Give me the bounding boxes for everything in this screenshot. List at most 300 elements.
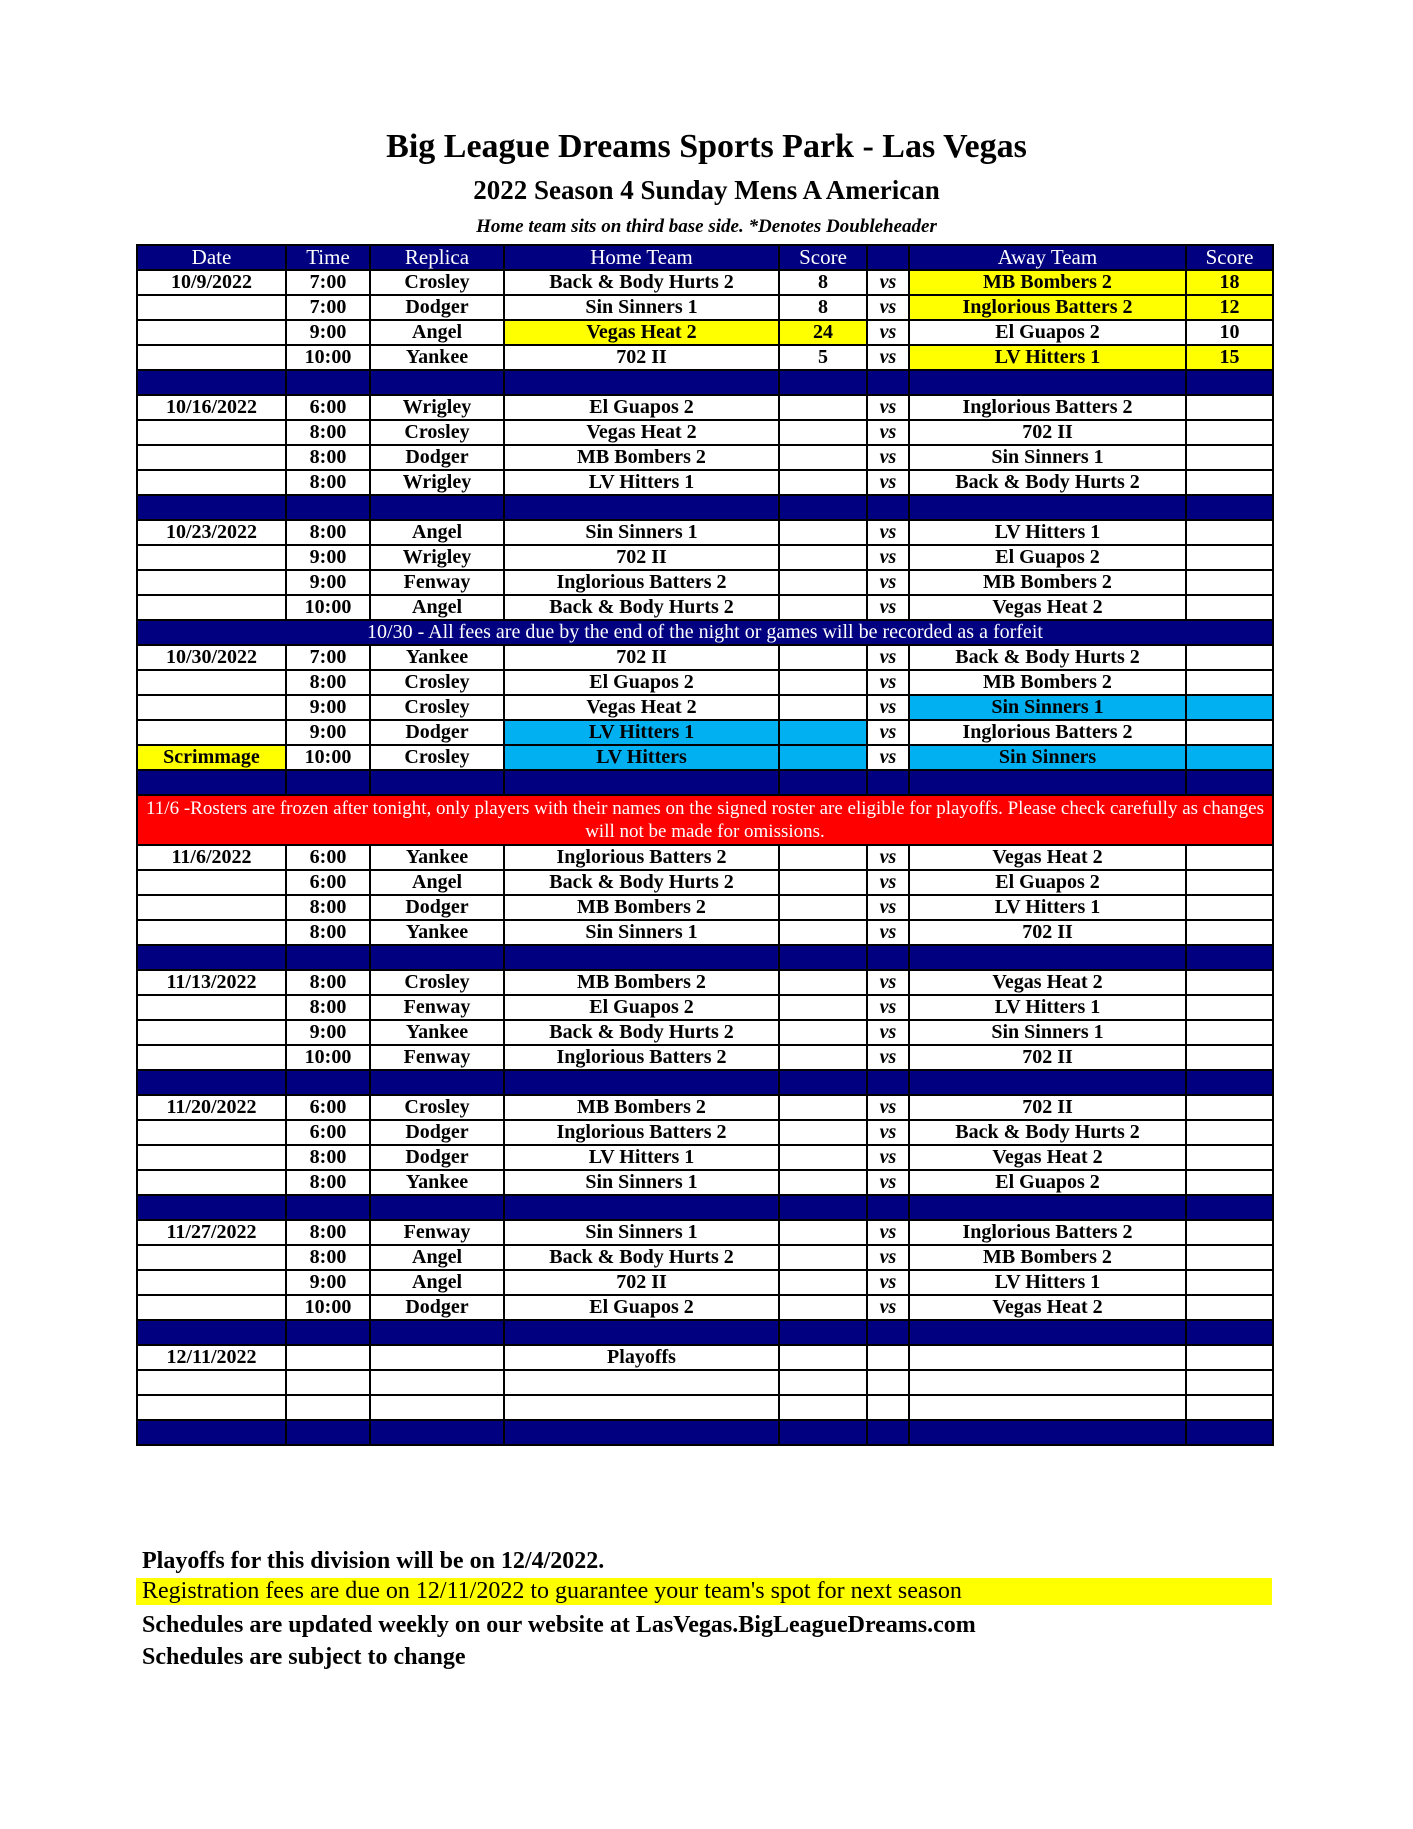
game-row	[137, 595, 1273, 620]
away-score: 18	[1186, 270, 1273, 295]
separator-cell	[137, 1420, 286, 1445]
separator-cell	[909, 770, 1186, 795]
separator-cell	[909, 1420, 1186, 1445]
vs-label: vs	[867, 920, 909, 945]
away-team: MB Bombers 2	[909, 1245, 1186, 1270]
home-team: LV Hitters 1	[504, 1145, 779, 1170]
separator-cell	[504, 770, 779, 795]
separator-cell	[909, 1070, 1186, 1095]
away-team: Inglorious Batters 2	[909, 395, 1186, 420]
game-row	[137, 695, 1273, 720]
game-replica: Fenway	[370, 995, 504, 1020]
game-row	[137, 970, 1273, 995]
game-date: 10/9/2022	[137, 270, 286, 295]
away-score	[1186, 1145, 1273, 1170]
separator-cell	[137, 945, 286, 970]
home-score	[779, 970, 867, 995]
game-replica: Crosley	[370, 970, 504, 995]
away-score	[1186, 1120, 1273, 1145]
away-score	[1186, 970, 1273, 995]
game-replica: Fenway	[370, 1045, 504, 1070]
away-team: Sin Sinners	[909, 745, 1186, 770]
home-score	[779, 545, 867, 570]
game-date	[137, 445, 286, 470]
separator-cell	[137, 1195, 286, 1220]
game-time: 9:00	[286, 695, 370, 720]
game-row	[137, 1245, 1273, 1270]
footer-website-note: Schedules are updated weekly on our website at LasVegas.BigLeagueDreams.com	[142, 1612, 976, 1638]
game-date: 10/16/2022	[137, 395, 286, 420]
game-row	[137, 345, 1273, 370]
separator-cell	[286, 1320, 370, 1345]
game-date	[137, 1170, 286, 1195]
game-row	[137, 570, 1273, 595]
separator-cell	[779, 1320, 867, 1345]
game-row	[137, 870, 1273, 895]
game-date	[137, 570, 286, 595]
separator-cell	[1186, 1195, 1273, 1220]
vs-label	[867, 1370, 909, 1395]
away-score	[1186, 845, 1273, 870]
away-score	[1186, 1370, 1273, 1395]
home-team: LV Hitters 1	[504, 470, 779, 495]
home-team: MB Bombers 2	[504, 445, 779, 470]
home-team: Inglorious Batters 2	[504, 570, 779, 595]
away-team: Vegas Heat 2	[909, 845, 1186, 870]
game-row	[137, 320, 1273, 345]
game-replica: Yankee	[370, 1020, 504, 1045]
separator-cell	[867, 770, 909, 795]
away-score	[1186, 445, 1273, 470]
game-time: 9:00	[286, 320, 370, 345]
separator-cell	[1186, 370, 1273, 395]
separator-cell	[779, 1420, 867, 1445]
away-team: 702 II	[909, 1095, 1186, 1120]
home-team: El Guapos 2	[504, 995, 779, 1020]
away-score: 10	[1186, 320, 1273, 345]
home-team: Vegas Heat 2	[504, 695, 779, 720]
home-score	[779, 1020, 867, 1045]
game-time: 7:00	[286, 295, 370, 320]
game-row	[137, 395, 1273, 420]
separator-cell	[1186, 770, 1273, 795]
game-time: 8:00	[286, 1170, 370, 1195]
away-score	[1186, 645, 1273, 670]
game-replica: Crosley	[370, 270, 504, 295]
home-team: Inglorious Batters 2	[504, 1120, 779, 1145]
game-row	[137, 470, 1273, 495]
separator-cell	[370, 770, 504, 795]
separator-cell	[779, 1195, 867, 1220]
away-team: Sin Sinners 1	[909, 1020, 1186, 1045]
vs-label: vs	[867, 570, 909, 595]
game-date	[137, 1145, 286, 1170]
game-time: 9:00	[286, 545, 370, 570]
vs-label: vs	[867, 845, 909, 870]
vs-label: vs	[867, 695, 909, 720]
separator-cell	[504, 370, 779, 395]
col-header-home-score: Score	[779, 245, 867, 270]
home-team: Back & Body Hurts 2	[504, 1020, 779, 1045]
home-score	[779, 870, 867, 895]
home-score	[779, 1370, 867, 1395]
separator-cell	[867, 495, 909, 520]
game-row	[137, 1120, 1273, 1145]
away-score	[1186, 995, 1273, 1020]
game-time: 6:00	[286, 395, 370, 420]
separator-row	[137, 1195, 1273, 1220]
away-team: Vegas Heat 2	[909, 970, 1186, 995]
game-replica: Fenway	[370, 570, 504, 595]
away-score	[1186, 1295, 1273, 1320]
separator-cell	[504, 1070, 779, 1095]
home-score: 5	[779, 345, 867, 370]
away-team: Sin Sinners 1	[909, 695, 1186, 720]
away-team: 702 II	[909, 420, 1186, 445]
game-date	[137, 1395, 286, 1420]
away-team: Back & Body Hurts 2	[909, 470, 1186, 495]
away-team: Vegas Heat 2	[909, 1295, 1186, 1320]
game-row	[137, 720, 1273, 745]
home-team: Sin Sinners 1	[504, 520, 779, 545]
vs-label: vs	[867, 1145, 909, 1170]
separator-cell	[286, 770, 370, 795]
home-team: 702 II	[504, 345, 779, 370]
game-date	[137, 670, 286, 695]
away-score	[1186, 1095, 1273, 1120]
game-date	[137, 1245, 286, 1270]
game-row	[137, 1220, 1273, 1245]
away-team: LV Hitters 1	[909, 995, 1186, 1020]
header-note: Home team sits on third base side. *Denotes Doubleheader	[476, 216, 937, 237]
vs-label: vs	[867, 720, 909, 745]
vs-label: vs	[867, 520, 909, 545]
game-date	[137, 320, 286, 345]
game-replica	[370, 1345, 504, 1370]
separator-cell	[137, 370, 286, 395]
home-team: Sin Sinners 1	[504, 295, 779, 320]
home-team	[504, 1370, 779, 1395]
separator-row	[137, 1320, 1273, 1345]
game-time	[286, 1345, 370, 1370]
home-team: LV Hitters	[504, 745, 779, 770]
away-score	[1186, 1395, 1273, 1420]
separator-cell	[286, 1070, 370, 1095]
away-score	[1186, 395, 1273, 420]
game-time: 10:00	[286, 745, 370, 770]
game-row	[137, 1370, 1273, 1395]
separator-cell	[137, 1070, 286, 1095]
away-score	[1186, 595, 1273, 620]
game-replica: Angel	[370, 1270, 504, 1295]
away-team: 702 II	[909, 920, 1186, 945]
away-team: MB Bombers 2	[909, 670, 1186, 695]
home-score	[779, 745, 867, 770]
game-row	[137, 745, 1273, 770]
page-title: Big League Dreams Sports Park - Las Vegas	[386, 128, 1027, 165]
game-replica: Dodger	[370, 895, 504, 920]
away-team: Vegas Heat 2	[909, 1145, 1186, 1170]
away-team: El Guapos 2	[909, 545, 1186, 570]
home-team	[504, 1395, 779, 1420]
separator-cell	[1186, 1420, 1273, 1445]
game-time: 10:00	[286, 345, 370, 370]
vs-label: vs	[867, 670, 909, 695]
separator-cell	[867, 945, 909, 970]
game-time: 6:00	[286, 845, 370, 870]
home-score	[779, 570, 867, 595]
game-replica: Dodger	[370, 720, 504, 745]
home-team: El Guapos 2	[504, 670, 779, 695]
game-date: 11/13/2022	[137, 970, 286, 995]
game-time	[286, 1370, 370, 1395]
separator-cell	[504, 1320, 779, 1345]
vs-label: vs	[867, 895, 909, 920]
separator-cell	[504, 945, 779, 970]
game-time: 6:00	[286, 1095, 370, 1120]
separator-cell	[779, 495, 867, 520]
game-row	[137, 670, 1273, 695]
home-score: 8	[779, 295, 867, 320]
away-team: 702 II	[909, 1045, 1186, 1070]
vs-label: vs	[867, 1095, 909, 1120]
game-time: 8:00	[286, 995, 370, 1020]
separator-cell	[779, 770, 867, 795]
home-team: MB Bombers 2	[504, 970, 779, 995]
game-replica: Fenway	[370, 1220, 504, 1245]
away-team: Inglorious Batters 2	[909, 1220, 1186, 1245]
game-time: 8:00	[286, 445, 370, 470]
vs-label: vs	[867, 1220, 909, 1245]
home-team: 702 II	[504, 1270, 779, 1295]
home-score	[779, 895, 867, 920]
home-team: MB Bombers 2	[504, 895, 779, 920]
away-score	[1186, 570, 1273, 595]
game-date	[137, 995, 286, 1020]
away-team: Back & Body Hurts 2	[909, 645, 1186, 670]
game-time: 8:00	[286, 520, 370, 545]
separator-cell	[867, 1420, 909, 1445]
col-header-vs	[867, 245, 909, 270]
game-time: 6:00	[286, 1120, 370, 1145]
vs-label: vs	[867, 445, 909, 470]
away-team: LV Hitters 1	[909, 520, 1186, 545]
game-time: 10:00	[286, 595, 370, 620]
game-time	[286, 1395, 370, 1420]
table-header-row	[137, 245, 1273, 270]
vs-label: vs	[867, 995, 909, 1020]
home-team: Sin Sinners 1	[504, 920, 779, 945]
separator-cell	[137, 770, 286, 795]
separator-row	[137, 495, 1273, 520]
home-score	[779, 1395, 867, 1420]
home-score	[779, 445, 867, 470]
vs-label: vs	[867, 745, 909, 770]
home-score	[779, 420, 867, 445]
game-date	[137, 870, 286, 895]
away-score	[1186, 1045, 1273, 1070]
game-date	[137, 595, 286, 620]
vs-label: vs	[867, 420, 909, 445]
game-time: 8:00	[286, 470, 370, 495]
home-team: Vegas Heat 2	[504, 320, 779, 345]
away-team: Inglorious Batters 2	[909, 295, 1186, 320]
game-time: 9:00	[286, 570, 370, 595]
home-team: 702 II	[504, 545, 779, 570]
separator-cell	[504, 1195, 779, 1220]
vs-label: vs	[867, 270, 909, 295]
game-row	[137, 1345, 1273, 1370]
home-team: MB Bombers 2	[504, 1095, 779, 1120]
game-time: 8:00	[286, 970, 370, 995]
game-time: 8:00	[286, 895, 370, 920]
game-time: 9:00	[286, 1270, 370, 1295]
home-score	[779, 1045, 867, 1070]
schedule-body	[137, 270, 1273, 1445]
game-date	[137, 545, 286, 570]
vs-label: vs	[867, 870, 909, 895]
separator-cell	[1186, 945, 1273, 970]
home-score	[779, 1145, 867, 1170]
away-team: MB Bombers 2	[909, 270, 1186, 295]
separator-cell	[137, 495, 286, 520]
schedule-table	[136, 244, 1274, 1446]
home-score	[779, 695, 867, 720]
game-replica: Angel	[370, 595, 504, 620]
game-replica: Dodger	[370, 1295, 504, 1320]
separator-cell	[137, 1320, 286, 1345]
game-date	[137, 895, 286, 920]
home-score	[779, 995, 867, 1020]
separator-cell	[909, 370, 1186, 395]
game-time: 6:00	[286, 870, 370, 895]
game-replica: Wrigley	[370, 470, 504, 495]
away-score	[1186, 895, 1273, 920]
home-team: Vegas Heat 2	[504, 420, 779, 445]
home-team: Back & Body Hurts 2	[504, 870, 779, 895]
separator-cell	[370, 1195, 504, 1220]
game-date	[137, 1295, 286, 1320]
game-time: 8:00	[286, 420, 370, 445]
away-score	[1186, 1270, 1273, 1295]
game-row	[137, 920, 1273, 945]
home-score	[779, 1270, 867, 1295]
separator-cell	[909, 1195, 1186, 1220]
vs-label: vs	[867, 295, 909, 320]
away-score	[1186, 695, 1273, 720]
away-team: LV Hitters 1	[909, 345, 1186, 370]
separator-cell	[779, 945, 867, 970]
away-score	[1186, 745, 1273, 770]
away-score: 12	[1186, 295, 1273, 320]
separator-cell	[779, 370, 867, 395]
game-replica	[370, 1370, 504, 1395]
home-score	[779, 920, 867, 945]
game-time: 8:00	[286, 920, 370, 945]
game-date	[137, 470, 286, 495]
game-row	[137, 645, 1273, 670]
away-team: Back & Body Hurts 2	[909, 1120, 1186, 1145]
vs-label: vs	[867, 470, 909, 495]
game-date	[137, 295, 286, 320]
game-row	[137, 1270, 1273, 1295]
separator-cell	[370, 1420, 504, 1445]
separator-cell	[1186, 1070, 1273, 1095]
game-row	[137, 1045, 1273, 1070]
game-date	[137, 920, 286, 945]
game-replica: Crosley	[370, 420, 504, 445]
game-replica: Yankee	[370, 920, 504, 945]
separator-cell	[286, 1195, 370, 1220]
away-team: El Guapos 2	[909, 320, 1186, 345]
home-score	[779, 645, 867, 670]
alert-row	[137, 795, 1273, 845]
game-date	[137, 1045, 286, 1070]
away-team: MB Bombers 2	[909, 570, 1186, 595]
game-replica: Crosley	[370, 670, 504, 695]
vs-label	[867, 1345, 909, 1370]
page-subtitle: 2022 Season 4 Sunday Mens A American	[473, 175, 940, 205]
home-team: Sin Sinners 1	[504, 1220, 779, 1245]
col-header-away-score: Score	[1186, 245, 1273, 270]
home-team: Back & Body Hurts 2	[504, 595, 779, 620]
game-replica: Dodger	[370, 1120, 504, 1145]
separator-cell	[504, 1420, 779, 1445]
away-team	[909, 1395, 1186, 1420]
game-row	[137, 445, 1273, 470]
vs-label: vs	[867, 1045, 909, 1070]
col-header-away-team: Away Team	[909, 245, 1186, 270]
game-replica	[370, 1395, 504, 1420]
game-date: 12/11/2022	[137, 1345, 286, 1370]
separator-cell	[867, 1070, 909, 1095]
col-header-date: Date	[137, 245, 286, 270]
separator-cell	[909, 945, 1186, 970]
home-team: LV Hitters 1	[504, 720, 779, 745]
away-team: El Guapos 2	[909, 870, 1186, 895]
separator-cell	[286, 945, 370, 970]
separator-cell	[370, 1320, 504, 1345]
home-team: 702 II	[504, 645, 779, 670]
game-time: 8:00	[286, 670, 370, 695]
game-time: 9:00	[286, 720, 370, 745]
home-score: 24	[779, 320, 867, 345]
home-score	[779, 1345, 867, 1370]
game-replica: Angel	[370, 320, 504, 345]
home-score: 8	[779, 270, 867, 295]
vs-label: vs	[867, 545, 909, 570]
game-date	[137, 720, 286, 745]
away-score	[1186, 870, 1273, 895]
game-date: 11/20/2022	[137, 1095, 286, 1120]
separator-cell	[504, 495, 779, 520]
home-team: Back & Body Hurts 2	[504, 270, 779, 295]
notice-text: 10/30 - All fees are due by the end of the night or games will be recorded as a forfeit	[137, 620, 1273, 645]
home-team: El Guapos 2	[504, 395, 779, 420]
game-date: 11/6/2022	[137, 845, 286, 870]
away-score	[1186, 920, 1273, 945]
game-date: 11/27/2022	[137, 1220, 286, 1245]
away-score	[1186, 520, 1273, 545]
away-team: LV Hitters 1	[909, 1270, 1186, 1295]
home-score	[779, 845, 867, 870]
game-row	[137, 1145, 1273, 1170]
home-score	[779, 1095, 867, 1120]
game-row	[137, 1295, 1273, 1320]
separator-cell	[909, 1320, 1186, 1345]
away-score	[1186, 1220, 1273, 1245]
vs-label: vs	[867, 1170, 909, 1195]
